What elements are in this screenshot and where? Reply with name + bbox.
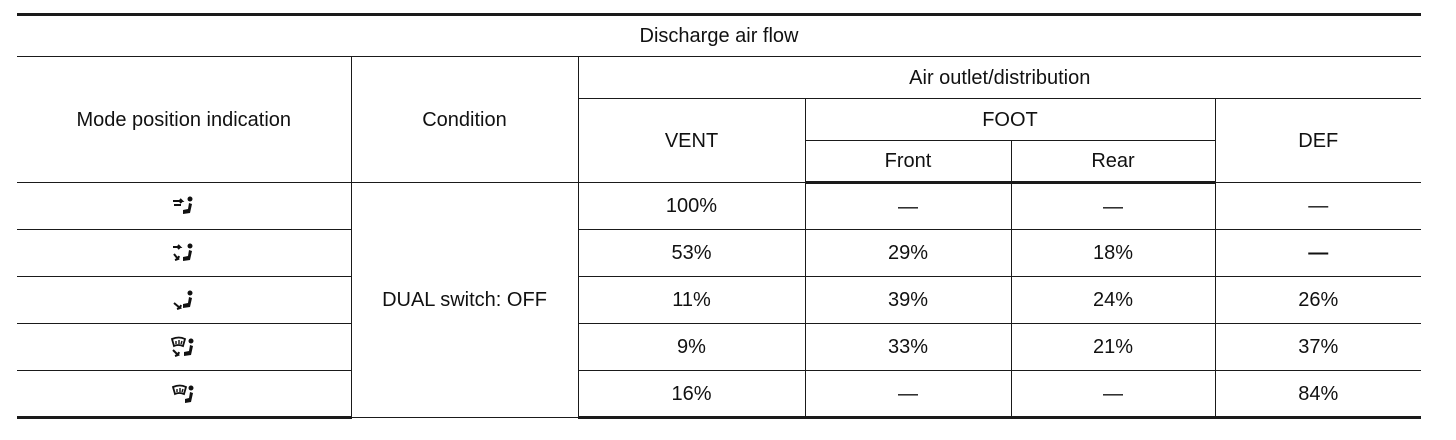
vent-cell: 16% — [578, 371, 805, 418]
mode-cell — [17, 277, 351, 324]
table-row — [17, 230, 1421, 277]
header-air-outlet: Air outlet/distribution — [578, 57, 1421, 99]
front-cell: 33% — [805, 324, 1011, 371]
rear-cell: 21% — [1011, 324, 1215, 371]
header-vent: VENT — [578, 99, 805, 183]
front-cell: 39% — [805, 277, 1011, 324]
def-cell: 37% — [1215, 324, 1421, 371]
header-foot-front: Front — [805, 141, 1011, 183]
front-cell: — — [805, 371, 1011, 418]
foot-defrost-mode-icon — [170, 336, 198, 358]
vent-mode-icon — [170, 195, 198, 217]
def-cell: — — [1215, 183, 1421, 230]
vent-cell: 9% — [578, 324, 805, 371]
table-row — [17, 324, 1421, 371]
foot-mode-icon — [170, 289, 198, 311]
def-cell: 84% — [1215, 371, 1421, 418]
condition-cell: DUAL switch: OFF — [351, 183, 578, 418]
front-cell: 29% — [805, 230, 1011, 277]
vent-cell: 100% — [578, 183, 805, 230]
def-cell: — — [1215, 230, 1421, 277]
header-foot: FOOT — [805, 99, 1215, 141]
table-title: Discharge air flow — [17, 15, 1421, 57]
rear-cell: 18% — [1011, 230, 1215, 277]
mode-cell — [17, 371, 351, 418]
table-row — [17, 183, 1421, 230]
vent-cell: 53% — [578, 230, 805, 277]
mode-cell — [17, 230, 351, 277]
table-row — [17, 371, 1421, 418]
table-row — [17, 277, 1421, 324]
header-foot-rear: Rear — [1011, 141, 1215, 183]
header-def: DEF — [1215, 99, 1421, 183]
mode-cell — [17, 183, 351, 230]
mode-cell — [17, 324, 351, 371]
front-cell: — — [805, 183, 1011, 230]
vent-cell: 11% — [578, 277, 805, 324]
rear-cell: — — [1011, 183, 1215, 230]
def-cell: 26% — [1215, 277, 1421, 324]
header-mode-position: Mode position indication — [17, 57, 351, 183]
rear-cell: 24% — [1011, 277, 1215, 324]
header-condition: Condition — [351, 57, 578, 183]
defrost-mode-icon — [170, 383, 198, 405]
bilevel-mode-icon — [170, 242, 198, 264]
rear-cell: — — [1011, 371, 1215, 418]
discharge-air-flow-table — [17, 13, 1421, 419]
